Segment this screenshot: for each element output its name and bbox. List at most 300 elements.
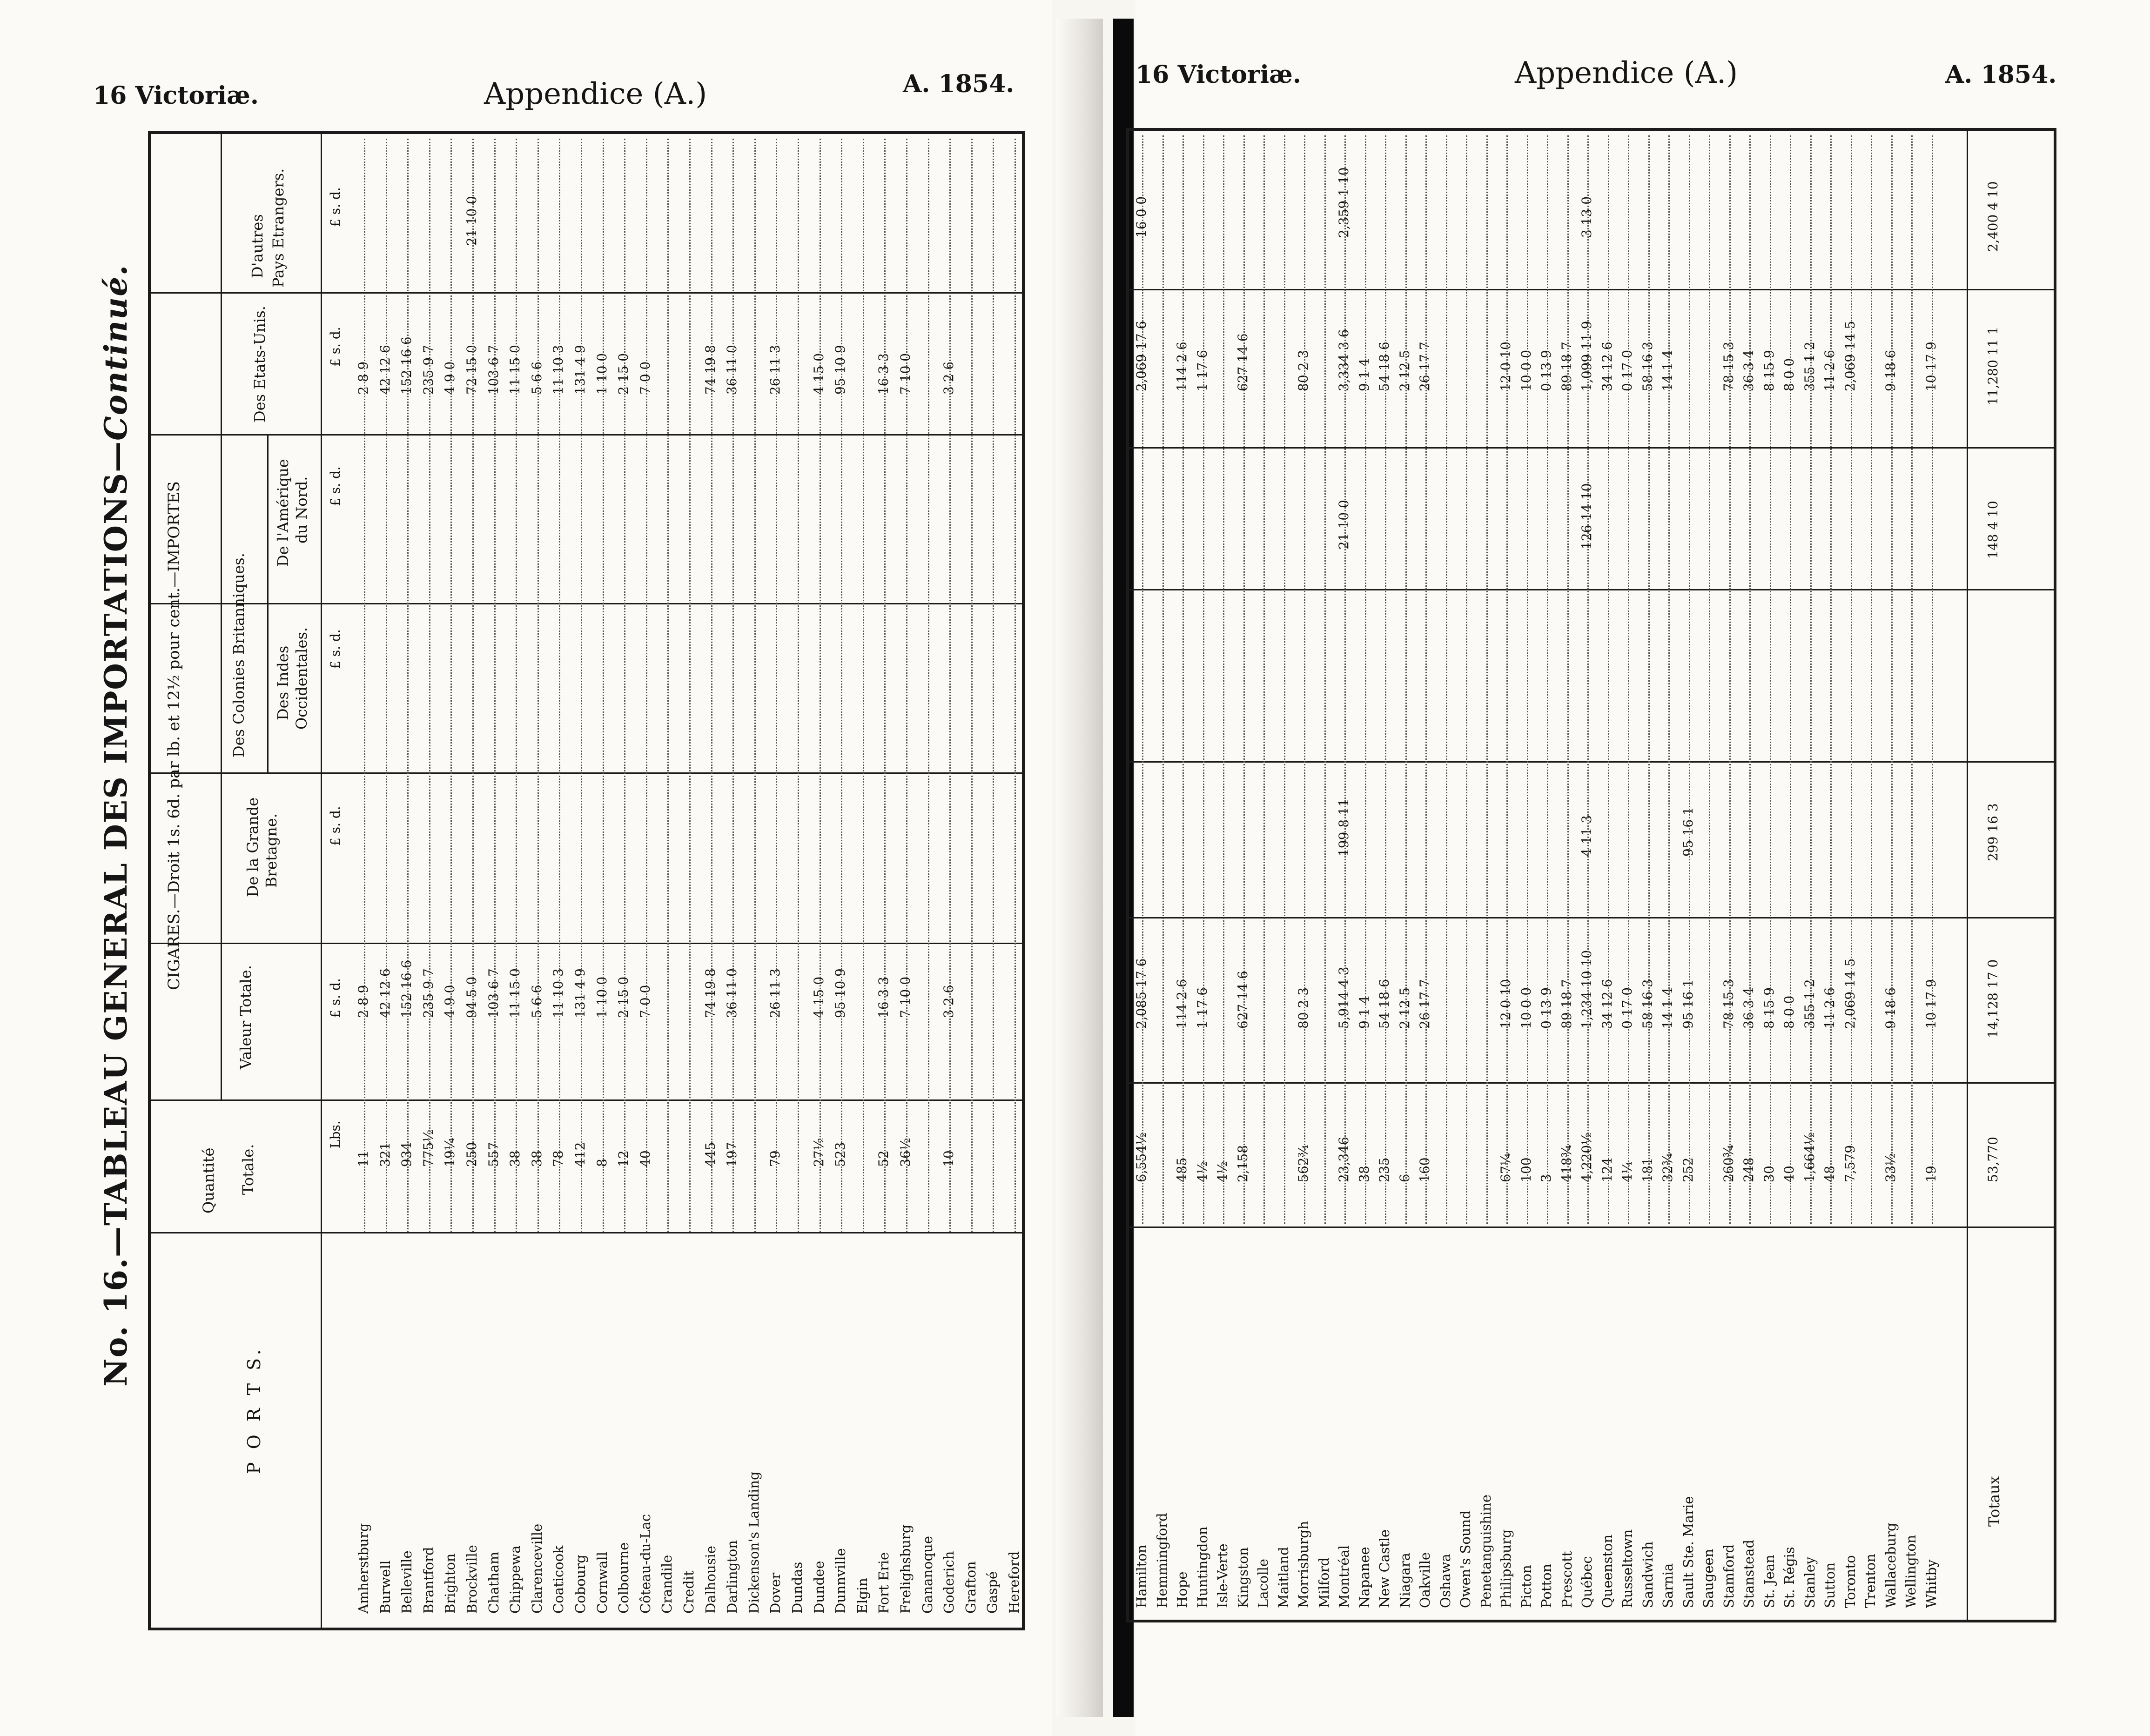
other-cell: 2,359 1 10 [1336, 167, 1351, 238]
port-name: Dover [767, 1572, 784, 1614]
leader-dots [1790, 135, 1791, 1224]
port-name: Toronto [1842, 1555, 1858, 1608]
quantity-cell: 557 [485, 1142, 501, 1167]
leader-dots [472, 139, 474, 1232]
quantity-cell: 4,220½ [1579, 1132, 1594, 1182]
us-cell: 103 6 7 [485, 345, 501, 395]
port-name: Chatham [485, 1551, 502, 1614]
title-continued: Continué. [98, 264, 134, 441]
us-cell: 26 11 3 [767, 345, 783, 395]
leader-dots [1628, 135, 1629, 1224]
port-name: Stanley [1801, 1556, 1818, 1608]
leader-dots [1932, 135, 1933, 1224]
value-cell: 355 1 2 [1801, 979, 1817, 1029]
value-cell: 34 12 6 [1599, 979, 1615, 1029]
port-name: Hereford [1006, 1551, 1022, 1614]
quantity-cell: 30 [1761, 1166, 1777, 1182]
r-sep-us [1129, 289, 2054, 290]
left-header-left: 16 Victoriæ. [93, 81, 259, 110]
port-name: Picton [1518, 1565, 1534, 1608]
leader-dots [1891, 135, 1893, 1224]
unit-other: £ s. d. [328, 187, 343, 227]
us-cell: 11 15 0 [507, 345, 523, 395]
colonies-rule [267, 434, 269, 774]
value-cell: 95 16 1 [1680, 979, 1696, 1029]
leader-dots [841, 139, 842, 1232]
leader-dots [754, 139, 756, 1232]
us-cell: 2,069 14 5 [1842, 321, 1858, 391]
quantity-cell: 48 [1822, 1166, 1837, 1182]
leader-dots [1182, 135, 1184, 1224]
leader-dots [581, 139, 582, 1232]
leader-dots [1304, 135, 1305, 1224]
port-name: St. Jean [1761, 1555, 1777, 1608]
value-cell: 9 18 6 [1882, 987, 1898, 1029]
port-name: Stamford [1720, 1544, 1737, 1608]
port-name: Coaticook [551, 1545, 567, 1614]
us-cell: 2,069 17 6 [1134, 321, 1149, 391]
left-table [148, 131, 1025, 1630]
value-cell: 0 17 0 [1619, 987, 1635, 1029]
us-cell: 5 6 6 [529, 361, 544, 395]
value-cell: 235 9 7 [420, 968, 436, 1018]
port-name: Kingston [1235, 1547, 1251, 1608]
right-page [1135, 0, 2150, 1736]
value-cell: 7 10 0 [898, 976, 913, 1018]
port-name: Stanstead [1741, 1539, 1757, 1608]
quantity-cell: 19 [1923, 1166, 1939, 1182]
leader-dots [494, 139, 496, 1232]
gb-cell: 199 8 11 [1336, 798, 1351, 857]
right-table [1126, 128, 2056, 1622]
quantity-cell: 181 [1639, 1157, 1655, 1182]
leader-dots [1446, 135, 1447, 1224]
leader-dots [820, 139, 821, 1232]
page-title [98, 264, 134, 1387]
leader-dots [429, 139, 430, 1232]
us-cell: 1,099 11 9 [1579, 321, 1594, 391]
leader-dots [1243, 135, 1245, 1224]
port-name: Côteau-du-Lac [637, 1514, 653, 1614]
us-cell: 80 2 3 [1296, 349, 1311, 391]
leader-dots [1547, 135, 1548, 1224]
quantity-cell: 523 [833, 1142, 848, 1167]
port-name: Hope [1174, 1571, 1190, 1608]
sep-qty [151, 1099, 1022, 1101]
port-name: Philipsburg [1498, 1529, 1514, 1608]
us-cell: 54 18 6 [1377, 342, 1392, 391]
leader-dots [1344, 135, 1346, 1224]
leader-dots [1911, 135, 1913, 1224]
leader-dots [1486, 135, 1488, 1224]
port-name: Grafton [962, 1561, 979, 1614]
sep-wi [151, 603, 1022, 604]
us-cell: 36 11 0 [724, 345, 740, 395]
value-cell: 58 16 3 [1639, 979, 1655, 1029]
quantity-cell: 40 [1781, 1166, 1797, 1182]
quantity-cell: 160 [1417, 1157, 1432, 1182]
us-cell: 2 15 0 [616, 353, 632, 395]
value-cell: 114 2 6 [1174, 979, 1189, 1029]
value-cell: 4 15 0 [811, 976, 826, 1018]
us-cell: 3,334 3 6 [1336, 329, 1351, 391]
right-header-center: Appendice (A.) [1515, 56, 1738, 90]
value-cell: 2 8 9 [356, 985, 371, 1018]
us-cell: 1 10 0 [594, 353, 610, 395]
total-other: 2,400 4 10 [1985, 181, 2001, 252]
leader-dots [1668, 135, 1670, 1224]
port-name: Oakville [1417, 1552, 1433, 1608]
section-rule [221, 134, 222, 1099]
sep-gb [151, 772, 1022, 774]
total-value: 14,128 17 0 [1985, 959, 2001, 1038]
value-cell: 8 0 0 [1781, 995, 1797, 1029]
port-name: Saugeen [1700, 1548, 1716, 1608]
port-name: Oshawa [1437, 1554, 1453, 1608]
right-header-left: 16 Victoriæ. [1135, 60, 1301, 89]
quantity-cell: 934 [399, 1142, 415, 1167]
col-wi-2: Occidentales. [293, 627, 310, 730]
us-cell: 14 1 4 [1660, 349, 1675, 391]
us-cell: 235 9 7 [420, 345, 436, 395]
quantity-cell: 38 [507, 1150, 523, 1167]
port-name: Belleville [399, 1550, 415, 1614]
port-name: Sutton [1822, 1562, 1838, 1608]
quantity-cell: 33½ [1882, 1153, 1898, 1182]
quantity-cell: 7,579 [1842, 1145, 1858, 1182]
quantity-cell: 252 [1680, 1157, 1696, 1182]
port-name: Brantford [420, 1547, 437, 1614]
leader-dots [1689, 135, 1690, 1224]
quantity-cell: 38 [1356, 1166, 1372, 1182]
total-na: 148 4 10 [1985, 501, 2001, 559]
other-cell: 16 0 0 [1134, 196, 1149, 238]
value-cell: 5,914 4 3 [1336, 966, 1351, 1029]
value-cell: 42 12 6 [377, 968, 393, 1018]
leader-dots [1770, 135, 1771, 1224]
leader-dots [928, 139, 929, 1232]
us-cell: 355 1 2 [1801, 342, 1817, 391]
leader-dots [667, 139, 669, 1232]
port-name: Credit [681, 1570, 697, 1614]
leader-dots [1527, 135, 1528, 1224]
value-cell: 9 1 4 [1356, 995, 1372, 1029]
value-cell: 131 4 9 [572, 968, 588, 1018]
quantity-cell: 321 [377, 1142, 393, 1167]
us-cell: 2 8 9 [356, 361, 371, 395]
port-name: Colbourne [616, 1542, 632, 1614]
quantity-cell: 250 [464, 1142, 479, 1167]
us-cell: 1 17 6 [1194, 349, 1210, 391]
leader-dots [993, 139, 994, 1232]
value-cell: 16 3 3 [876, 976, 892, 1018]
quantity-cell: 100 [1518, 1157, 1534, 1182]
us-cell: 0 17 0 [1619, 349, 1635, 391]
value-cell: 4 9 0 [442, 985, 458, 1018]
leader-dots [1871, 135, 1872, 1224]
port-name: St. Régis [1781, 1547, 1797, 1608]
leader-dots [1324, 135, 1326, 1224]
us-cell: 42 12 6 [377, 345, 393, 395]
leader-dots [538, 139, 539, 1232]
port-name: Queenston [1599, 1534, 1615, 1608]
port-name: Frelighsburg [898, 1524, 914, 1614]
quantity-cell: 19¼ [442, 1138, 458, 1167]
leader-dots [386, 139, 387, 1232]
port-name: Huntingdon [1194, 1526, 1210, 1608]
leader-dots [646, 139, 647, 1232]
quantity-cell: 27½ [811, 1138, 826, 1167]
us-cell: 3 2 6 [941, 361, 957, 395]
port-name: Crandile [659, 1555, 675, 1614]
value-cell: 26 11 3 [767, 968, 783, 1018]
col-value: Valeur Totale. [237, 965, 255, 1069]
port-name: Cobourg [572, 1555, 588, 1614]
col-wi-1: Des Indes [274, 645, 292, 720]
port-name: Darlington [724, 1540, 740, 1614]
quantity-cell: 248 [1741, 1157, 1756, 1182]
value-cell: 5 6 6 [529, 985, 544, 1018]
port-name: Gananoque [919, 1536, 935, 1614]
leader-dots [1385, 135, 1386, 1224]
unit-us: £ s. d. [328, 327, 343, 367]
value-cell: 54 18 6 [1377, 979, 1392, 1029]
port-name: Cornwall [594, 1552, 610, 1614]
port-name: Hemmingford [1154, 1513, 1170, 1608]
port-name: Lacolle [1255, 1559, 1271, 1608]
total-quantity: 53,770 [1985, 1137, 2001, 1182]
quantity-cell: 418¾ [1559, 1145, 1574, 1182]
leader-dots [1466, 135, 1467, 1224]
us-cell: 34 12 6 [1599, 342, 1615, 391]
value-cell: 10 0 0 [1518, 987, 1534, 1029]
sep-ports [151, 1232, 1022, 1233]
quantity-cell: 38 [529, 1150, 544, 1167]
col-us: Des Etats-Unis. [251, 306, 269, 422]
us-cell: 11 10 3 [551, 345, 566, 395]
leader-dots [1405, 135, 1407, 1224]
us-cell: 0 13 9 [1539, 349, 1554, 391]
us-cell: 7 10 0 [898, 353, 913, 395]
value-cell: 11 15 0 [507, 968, 523, 1018]
totals-rule [1967, 131, 1968, 1620]
us-cell: 7 0 0 [637, 361, 653, 395]
col-section: CIGARES.—Droit 1s. 6d. par lb. et 12½ pour cent.—IMPORTES [165, 481, 183, 990]
page-gutter [1056, 19, 1103, 1717]
quantity-cell: 10 [941, 1150, 957, 1167]
totals-label: Totaux [1985, 1476, 2003, 1527]
leader-dots [1203, 135, 1204, 1224]
value-cell: 2 12 5 [1397, 987, 1412, 1029]
r-sep-wi [1129, 589, 2054, 590]
unit-lbs: Lbs. [328, 1120, 343, 1148]
value-cell: 2,069 14 5 [1842, 958, 1858, 1029]
us-cell: 131 4 9 [572, 345, 588, 395]
us-cell: 9 1 4 [1356, 358, 1372, 391]
col-colonies: Des Colonies Britanniques. [230, 553, 248, 757]
leader-dots [1608, 135, 1609, 1224]
port-name: Elgin [854, 1578, 870, 1614]
col-gb-1: De la Grande [244, 797, 262, 897]
value-cell: 95 10 9 [833, 968, 848, 1018]
leader-dots [1162, 135, 1164, 1224]
unit-na: £ s. d. [328, 466, 343, 506]
us-cell: 74 19 8 [702, 345, 718, 395]
leader-dots [1749, 135, 1751, 1224]
port-name: Russeltown [1619, 1529, 1635, 1608]
value-cell: 8 15 9 [1761, 987, 1777, 1029]
port-name: Brighton [442, 1553, 458, 1614]
leader-dots [516, 139, 517, 1232]
leader-dots [1567, 135, 1569, 1224]
sep-value [151, 943, 1022, 944]
quantity-cell: 485 [1174, 1157, 1189, 1182]
value-cell: 11 2 6 [1822, 987, 1837, 1029]
title-main: No. 16.—TABLEAU GENERAL DES IMPORTATIONS— [98, 440, 134, 1387]
us-cell: 78 15 3 [1720, 342, 1736, 391]
port-name: Hamilton [1134, 1544, 1149, 1608]
leader-dots [1263, 135, 1265, 1224]
value-cell: 7 0 0 [637, 985, 653, 1018]
quantity-cell: 4½ [1215, 1161, 1230, 1182]
value-cell: 94 5 0 [464, 976, 479, 1018]
quantity-cell: 4½ [1194, 1161, 1210, 1182]
gb-cell: 95 16 1 [1680, 807, 1696, 857]
total-us: 11,280 11 1 [1985, 326, 2001, 405]
quantity-cell: 79 [767, 1150, 783, 1167]
quantity-cell: 197 [724, 1142, 740, 1167]
port-name: Owen's Sound [1458, 1510, 1473, 1608]
quantity-cell: 6,554½ [1134, 1132, 1149, 1182]
us-cell: 10 0 0 [1518, 349, 1534, 391]
unit-wi: £ s. d. [328, 629, 343, 669]
us-cell: 58 16 3 [1639, 342, 1655, 391]
leader-dots [364, 139, 365, 1232]
port-name: Sault Ste. Marie [1680, 1496, 1696, 1608]
quantity-cell: 23,346 [1336, 1137, 1351, 1182]
leader-dots [906, 139, 907, 1232]
port-name: Isle-Verte [1215, 1543, 1230, 1608]
value-cell: 26 17 7 [1417, 979, 1432, 1029]
us-cell: 72 15 0 [464, 345, 479, 395]
us-cell: 4 9 0 [442, 361, 458, 395]
col-na-2: du Nord. [293, 476, 310, 543]
port-name: Fort Erie [876, 1552, 892, 1614]
port-name: Dunnville [833, 1548, 849, 1614]
leader-dots [798, 139, 799, 1232]
us-cell: 10 17 9 [1923, 342, 1939, 391]
port-name: Sandwich [1639, 1541, 1656, 1608]
quantity-cell: 1,664½ [1801, 1132, 1817, 1182]
us-cell: 4 15 0 [811, 353, 826, 395]
leader-dots [732, 139, 734, 1232]
value-cell: 74 19 8 [702, 968, 718, 1018]
sep-na [151, 434, 1022, 436]
us-cell: 26 17 7 [1417, 342, 1432, 391]
port-name: Penetanguishine [1478, 1494, 1494, 1608]
leader-dots [559, 139, 560, 1232]
value-cell: 36 3 4 [1741, 987, 1756, 1029]
leader-dots [1425, 135, 1427, 1224]
value-cell: 14 1 4 [1660, 987, 1675, 1029]
value-cell: 627 14 6 [1235, 971, 1250, 1029]
leader-dots [884, 139, 886, 1232]
value-cell: 12 0 10 [1498, 979, 1513, 1029]
r-sep-qty [1129, 1082, 2054, 1084]
port-name: Brockville [464, 1545, 480, 1614]
quantity-cell: 562¾ [1296, 1145, 1311, 1182]
quantity-cell: 32¾ [1660, 1153, 1675, 1182]
value-cell: 0 13 9 [1539, 987, 1554, 1029]
us-cell: 16 3 3 [876, 353, 892, 395]
leader-dots [1729, 135, 1731, 1224]
total-gb: 299 16 3 [1985, 803, 2001, 861]
leader-dots [776, 139, 777, 1232]
leader-dots [407, 139, 409, 1232]
port-name: Whitby [1923, 1559, 1939, 1608]
leader-dots [603, 139, 604, 1232]
us-cell: 627 14 6 [1235, 333, 1250, 391]
quantity-cell: 4¼ [1619, 1161, 1635, 1182]
quantity-cell: 775½ [420, 1129, 436, 1167]
right-header-right: A. 1854. [1945, 60, 2057, 89]
value-cell: 1,234 10 10 [1579, 950, 1594, 1029]
col-other-1: D'autres [249, 214, 266, 278]
quantity-cell: 12 [616, 1150, 632, 1167]
col-ports: P O R T S. [244, 1346, 264, 1474]
leader-dots [689, 139, 691, 1232]
r-sep-value [1129, 917, 2054, 918]
other-cell: 21 10 0 [464, 196, 479, 246]
leader-dots [1810, 135, 1812, 1224]
port-name: Maitland [1275, 1547, 1291, 1608]
value-cell: 80 2 3 [1296, 987, 1311, 1029]
port-name: Niagara [1397, 1553, 1413, 1608]
quantity-cell: 40 [637, 1150, 653, 1167]
port-name: Morrisburgh [1296, 1521, 1311, 1608]
na-cell: 126 14 10 [1579, 483, 1594, 550]
quantity-cell: 235 [1377, 1157, 1392, 1182]
value-cell: 36 11 0 [724, 968, 740, 1018]
col-gb-2: Bretagne. [262, 813, 280, 888]
header-rule [321, 134, 322, 1628]
col-other-2: Pays Etrangers. [269, 168, 287, 288]
port-name: Dundas [789, 1562, 805, 1614]
r-sep-na [1129, 447, 2054, 449]
us-cell: 8 0 0 [1781, 358, 1797, 391]
quantity-cell: 3 [1539, 1174, 1554, 1182]
quantity-cell: 6 [1397, 1174, 1412, 1182]
port-name: Clarenceville [529, 1523, 545, 1614]
quantity-cell: 445 [702, 1142, 718, 1167]
quantity-cell: 124 [1599, 1157, 1615, 1182]
quantity-cell: 52 [876, 1150, 892, 1167]
quantity-cell: 11 [356, 1150, 371, 1167]
quantity-cell: 36½ [898, 1138, 913, 1167]
value-cell: 89 18 7 [1559, 979, 1574, 1029]
port-name: Dundee [811, 1561, 827, 1614]
unit-gb: £ s. d. [328, 806, 343, 846]
us-cell: 11 2 6 [1822, 349, 1837, 391]
port-name: Burwell [377, 1560, 393, 1614]
leader-dots [450, 139, 452, 1232]
port-name: Prescott [1559, 1551, 1575, 1608]
leader-dots [1284, 135, 1285, 1224]
r-sep-ports [1129, 1227, 2054, 1228]
na-cell: 21 10 0 [1336, 500, 1351, 550]
left-header-right: A. 1854. [903, 70, 1015, 98]
port-name: Québec [1579, 1556, 1595, 1608]
